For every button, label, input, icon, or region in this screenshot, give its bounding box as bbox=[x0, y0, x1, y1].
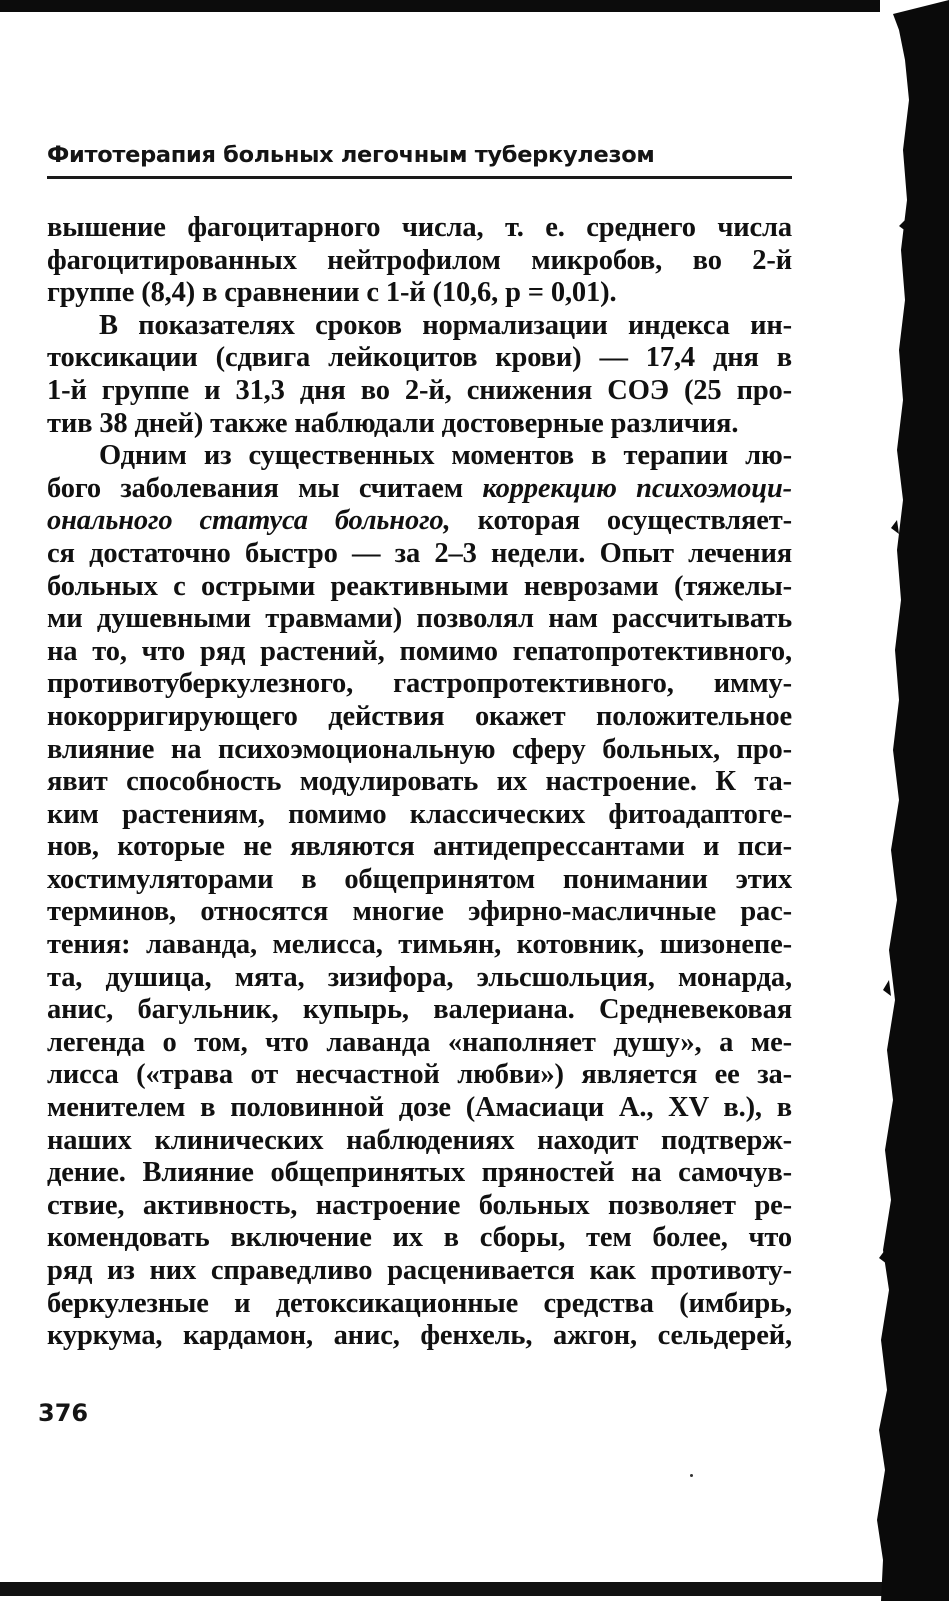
text-line: комендовать включение их в сборы, тем более, что bbox=[47, 1222, 792, 1254]
text-line: анис, багульник, купырь, валериана. Средневековая bbox=[47, 994, 792, 1026]
text-line: терминов, относятся многие эфирно-масличные рас- bbox=[47, 896, 792, 928]
scan-top-edge bbox=[0, 0, 880, 12]
text-line: куркума, кардамон, анис, фенхель, ажгон, сельдерей, bbox=[47, 1320, 792, 1352]
scan-speck bbox=[690, 1474, 693, 1477]
page-number: 376 bbox=[38, 1399, 89, 1427]
text-line: нов, которые не являются антидепрессантами и пси- bbox=[47, 831, 792, 863]
text-line: ми душевными травмами) позволял нам рассчитывать bbox=[47, 603, 792, 635]
text-line: лисса («трава от несчастной любви») является ее за- bbox=[47, 1059, 792, 1091]
text-line: хостимуляторами в общепринятом понимании этих bbox=[47, 863, 792, 895]
text-line: вышение фагоцитарного числа, т. е. среднего числа bbox=[47, 212, 792, 243]
text-line: противотуберкулезного, гастропротективного, имму- bbox=[47, 668, 792, 700]
text-line: ряд из них справедливо расценивается как противоту- bbox=[47, 1255, 792, 1286]
text-line: больных с острыми реактивными неврозами (тяжелы- bbox=[47, 570, 792, 602]
body-text bbox=[47, 212, 792, 1353]
text-segment: бого заболевания мы считаем bbox=[47, 472, 464, 504]
text-line: та, душица, мята, зизифора, эльсшольция, монарда, bbox=[47, 961, 792, 993]
text-line: 1-й группе и 31,3 дня во 2-й, снижения СОЭ (25 про- bbox=[47, 374, 792, 406]
text-line: В показателях сроков нормализации индекса ин- bbox=[99, 309, 792, 341]
text-line: на то, что ряд растений, помимо гепатопротективного, bbox=[47, 635, 792, 667]
text-line: группе (8,4) в сравнении с 1-й (10,6, р = 0,01). bbox=[47, 277, 617, 309]
book-spine-shadow bbox=[869, 0, 949, 1601]
text-line: наших клинических наблюдениях находит подтверж- bbox=[47, 1124, 792, 1156]
text-line: ствие, активность, настроение больных позволяет ре- bbox=[47, 1189, 792, 1221]
text-line: менителем в половинной дозе (Амасиаци А., XV в.), в bbox=[47, 1092, 792, 1124]
text-line: дение. Влияние общепринятых пряностей на самочув- bbox=[47, 1157, 792, 1189]
text-line-with-emphasis bbox=[47, 505, 792, 538]
text-line: фагоцитированных нейтрофилом микробов, во 2-й bbox=[47, 244, 792, 276]
text-line: ся достаточно быстро — за 2–3 недели. Опыт лечения bbox=[47, 537, 792, 569]
text-line: влияние на психоэмоциональную сферу больных, про- bbox=[47, 733, 792, 765]
text-line: ким растениям, помимо классических фитоадаптоге- bbox=[47, 798, 792, 830]
scan-bottom-edge bbox=[0, 1582, 900, 1596]
text-line: нокорригирующего действия окажет положительное bbox=[47, 700, 792, 732]
text-line: беркулезные и детоксикационные средства (имбирь, bbox=[47, 1287, 792, 1319]
text-segment: которая осуществляет- bbox=[477, 505, 792, 537]
text-line: тения: лаванда, мелисса, тимьян, котовник, шизонепе- bbox=[47, 929, 792, 961]
text-line: токсикации (сдвига лейкоцитов крови) — 17,4 дня в bbox=[47, 342, 792, 374]
text-line: Одним из существенных моментов в терапии лю- bbox=[99, 440, 792, 472]
text-line: тив 38 дней) также наблюдали достоверные различия. bbox=[47, 407, 739, 439]
text-line-with-emphasis bbox=[47, 473, 792, 506]
text-line: легенда о том, что лаванда «наполняет душу», а ме- bbox=[47, 1026, 792, 1058]
text-line: явит способность модулировать их настроение. К та- bbox=[47, 766, 792, 798]
emphasis-text: онального статуса больного, bbox=[47, 505, 451, 537]
emphasis-text: коррекцию психоэмоци- bbox=[482, 472, 792, 504]
running-header: Фитотерапия больных легочным туберкулезом bbox=[47, 140, 792, 179]
